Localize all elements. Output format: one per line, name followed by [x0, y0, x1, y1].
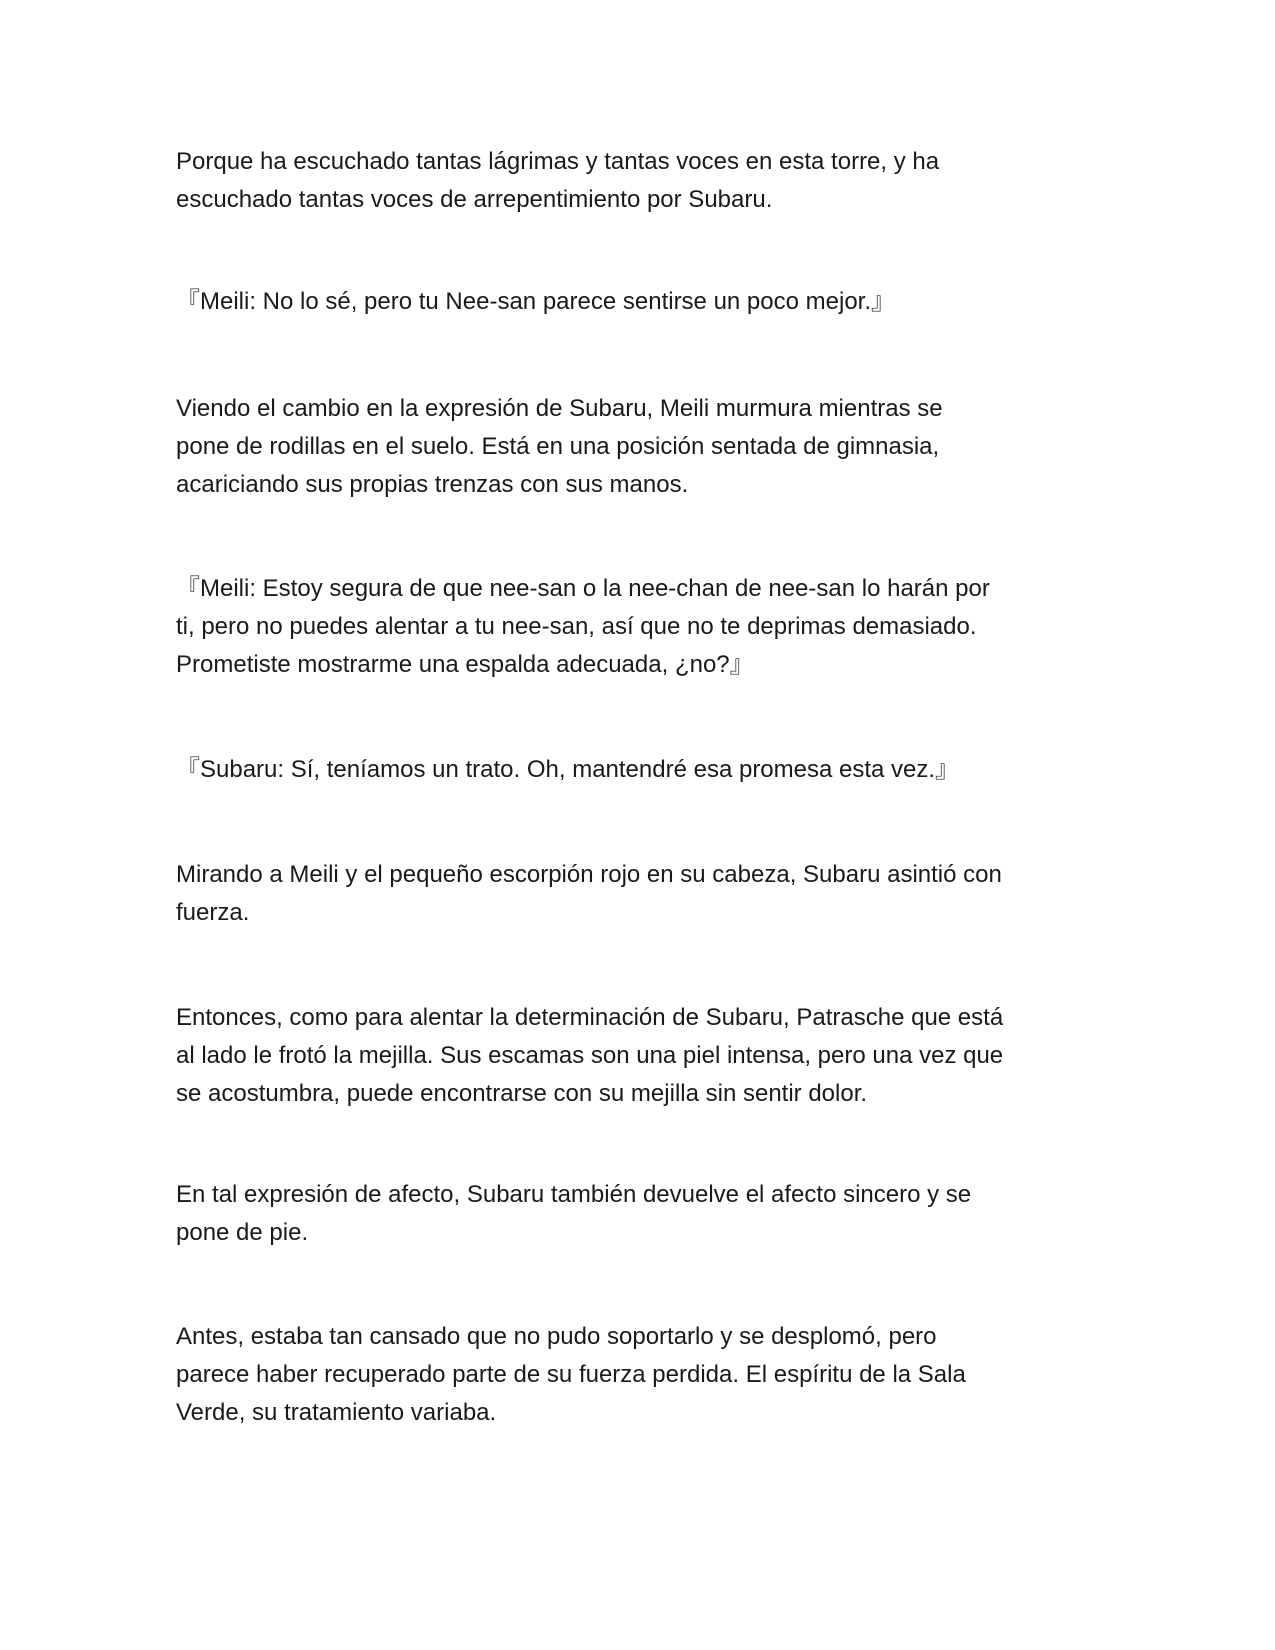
paragraph-dialogue-meili-2: 『Meili: Estoy segura de que nee-san o la nee-chan de nee-san lo harán por ti, pero no puedes alentar a tu nee-san, así que no te deprimas demasiado. Prometiste mostrarme una espalda adecuada, ¿no?』 [176, 575, 990, 678]
paragraph-narration-2: Viendo el cambio en la expresión de Subaru, Meili murmura mientras se pone de rodillas en el suelo. Está en una posición sentada de gimnasia, acariciando sus propias trenzas con sus manos. [176, 395, 943, 498]
paragraph-narration-4: Entonces, como para alentar la determinación de Subaru, Patrasche que está al lado le frotó la mejilla. Sus escamas son una piel intensa, pero una vez que se acostumbra, puede encontrarse con su mejilla sin sentir dolor. [176, 1004, 1004, 1107]
paragraph-narration-3: Mirando a Meili y el pequeño escorpión rojo en su cabeza, Subaru asintió con fuerza. [176, 861, 1002, 926]
paragraph-dialogue-subaru: 『Subaru: Sí, teníamos un trato. Oh, mantendré esa promesa esta vez.』 [176, 756, 960, 783]
paragraph-narration-1: Porque ha escuchado tantas lágrimas y tantas voces en esta torre, y ha escuchado tantas voces de arrepentimiento por Subaru. [176, 148, 940, 213]
paragraph-dialogue-meili-1: 『Meili: No lo sé, pero tu Nee-san parece sentirse un poco mejor.』 [176, 288, 896, 315]
paragraph-narration-6: Antes, estaba tan cansado que no pudo soportarlo y se desplomó, pero parece haber recuperado parte de su fuerza perdida. El espíritu de la Sala Verde, su tratamiento variaba. [176, 1323, 966, 1426]
paragraph-narration-5: En tal expresión de afecto, Subaru también devuelve el afecto sincero y se pone de pie. [176, 1181, 972, 1246]
